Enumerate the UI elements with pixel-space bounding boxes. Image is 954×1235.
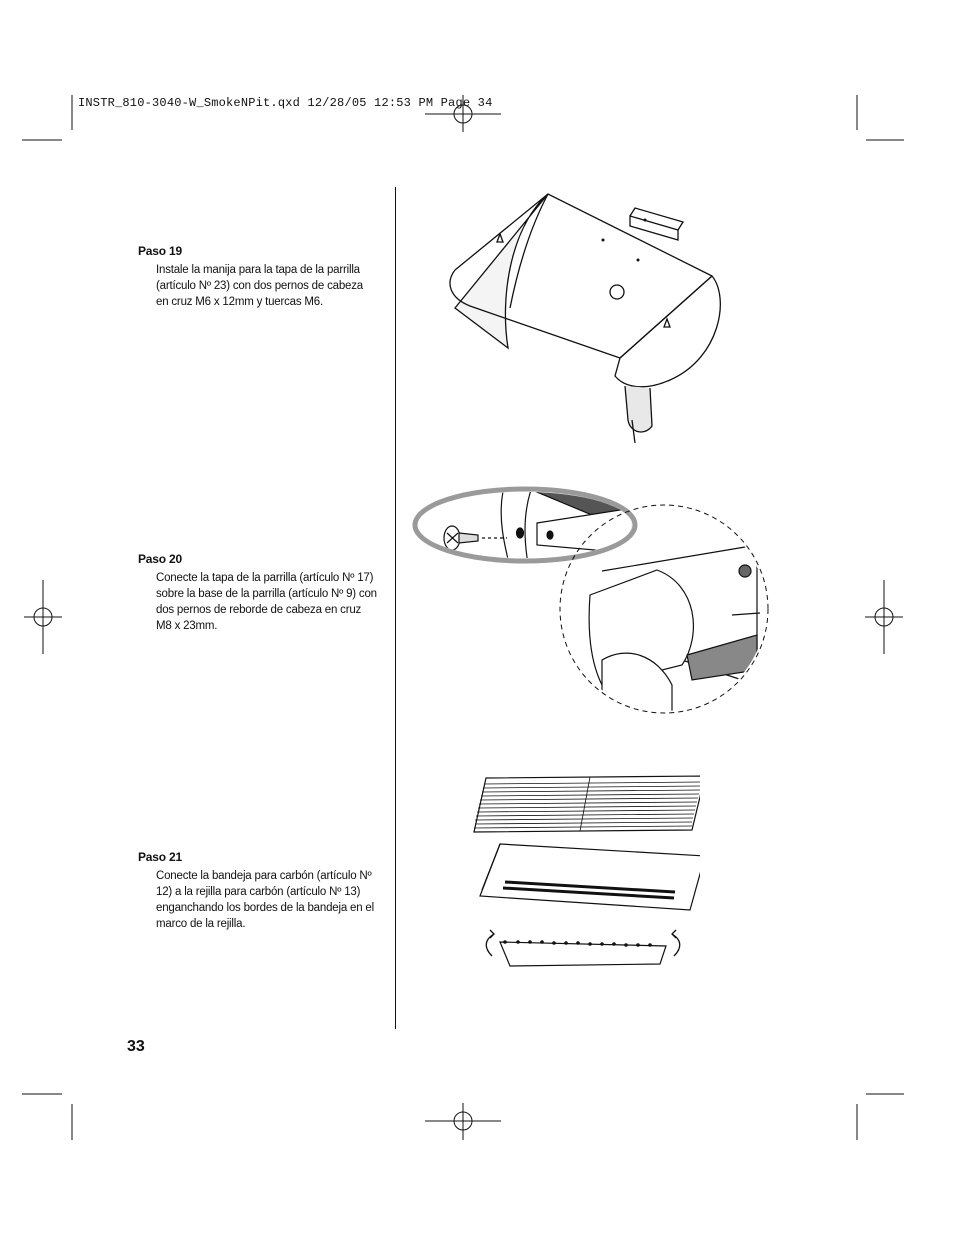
- step-text: Instale la manija para la tapa de la parrilla (artículo Nº 23) con dos pernos de cabeza en cruz M6 x 12mm y tuercas M6.: [156, 264, 363, 308]
- step-text: Conecte la tapa de la parrilla (artículo Nº 17) sobre la base de la parrilla (artículo Nº 9) con dos pernos de reborde de cabeza en cruz M8 x 23mm.: [156, 572, 377, 632]
- print-slug: INSTR_810-3040-W_SmokeNPit.qxd 12/28/05 12:53 PM Page 34: [78, 96, 493, 110]
- lid-handle-illustration: [440, 188, 740, 458]
- page-number: 33: [127, 1038, 145, 1055]
- step-20: [138, 552, 378, 634]
- step-21: [138, 850, 378, 932]
- lid-hinge-detail-illustration: [412, 485, 772, 715]
- step-title: Paso 21: [138, 850, 182, 864]
- step-title: Paso 19: [138, 244, 182, 258]
- step-text: Conecte la bandeja para carbón (artículo Nº 12) a la rejilla para carbón (artículo Nº 13) enganchando los bordes de la bandeja en el marco de la rejilla.: [156, 870, 374, 930]
- step-19: [138, 244, 378, 310]
- step-title: Paso 20: [138, 552, 182, 566]
- column-divider: [395, 187, 396, 1029]
- charcoal-tray-illustration: [470, 770, 700, 980]
